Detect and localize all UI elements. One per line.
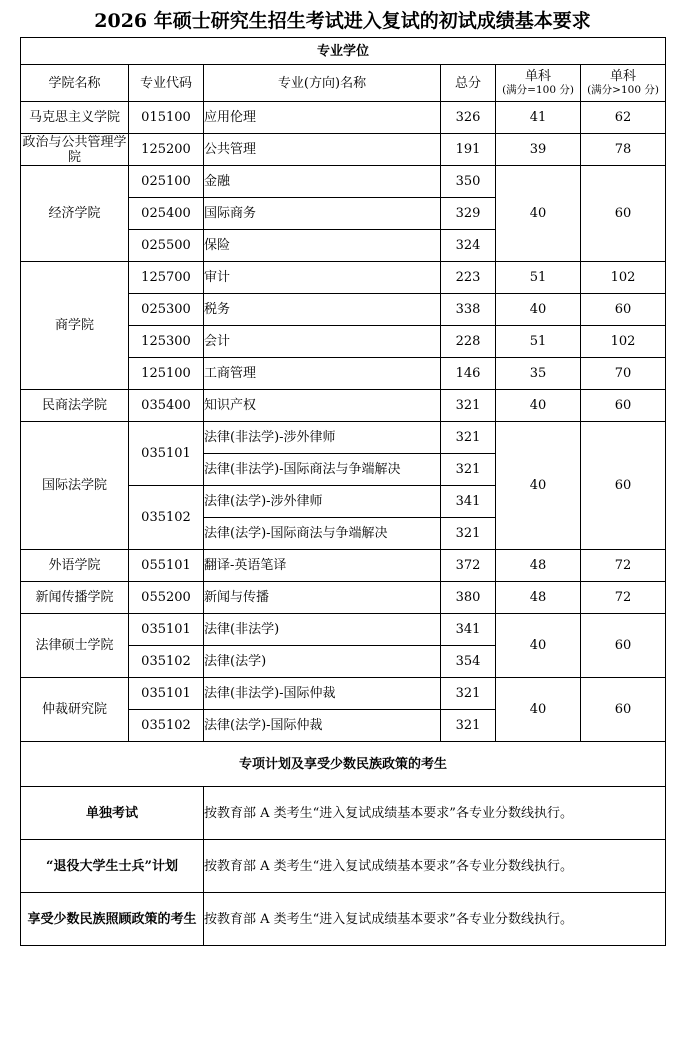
cell-subject-gt100: 62 (581, 102, 666, 134)
cell-major: 法律(非法学)-国际商法与争端解决 (204, 454, 441, 486)
cell-major: 审计 (204, 262, 441, 294)
header-subject-gt100-line1: 单科 (610, 69, 637, 84)
cell-code: 035400 (129, 390, 204, 422)
header-total-score: 总分 (441, 65, 496, 102)
header-subject-gt100 (581, 65, 666, 102)
cell-total: 146 (441, 358, 496, 390)
cell-major: 知识产权 (204, 390, 441, 422)
cell-total: 350 (441, 166, 496, 198)
cell-subject-gt100: 60 (581, 422, 666, 550)
cell-major: 保险 (204, 230, 441, 262)
special-item-row (21, 840, 666, 893)
cell-code: 035102 (129, 710, 204, 742)
cell-subject-gt100: 60 (581, 166, 666, 262)
cell-code: 025100 (129, 166, 204, 198)
cell-code: 125300 (129, 326, 204, 358)
cell-major: 法律(法学) (204, 646, 441, 678)
cell-subject-eq100: 41 (496, 102, 581, 134)
cell-total: 321 (441, 518, 496, 550)
cell-total: 223 (441, 262, 496, 294)
cell-major: 法律(非法学) (204, 614, 441, 646)
cell-total: 354 (441, 646, 496, 678)
cell-subject-eq100: 39 (496, 134, 581, 166)
special-item-label: 享受少数民族照顾政策的考生 (21, 893, 204, 946)
cell-major: 税务 (204, 294, 441, 326)
cell-total: 329 (441, 198, 496, 230)
cell-code: 025300 (129, 294, 204, 326)
cell-total: 326 (441, 102, 496, 134)
table-header-row (21, 65, 666, 102)
header-college: 学院名称 (21, 65, 129, 102)
special-section-heading-row (21, 742, 666, 787)
table-row (21, 550, 666, 582)
special-item-label: “退役大学生士兵”计划 (21, 840, 204, 893)
cell-college: 政治与公共管理学院 (22, 134, 127, 165)
cell-subject-eq100: 40 (496, 166, 581, 262)
special-item-text: 按教育部 A 类考生“进入复试成绩基本要求”各专业分数线执行。 (204, 787, 666, 840)
cell-major: 法律(非法学)-国际仲裁 (204, 678, 441, 710)
cell-total: 372 (441, 550, 496, 582)
cell-total: 341 (441, 614, 496, 646)
cell-major: 金融 (204, 166, 441, 198)
cell-total: 321 (441, 454, 496, 486)
special-item-row (21, 787, 666, 840)
cell-code: 055200 (129, 582, 204, 614)
table-row (21, 166, 666, 198)
cell-major: 公共管理 (204, 134, 441, 166)
cell-subject-gt100: 102 (581, 262, 666, 294)
cell-subject-gt100: 78 (581, 134, 666, 166)
cell-code: 125100 (129, 358, 204, 390)
cell-major: 法律(法学)-国际商法与争端解决 (204, 518, 441, 550)
cell-subject-eq100: 51 (496, 326, 581, 358)
cell-major: 应用伦理 (204, 102, 441, 134)
cell-total: 321 (441, 390, 496, 422)
cell-subject-eq100: 40 (496, 678, 581, 742)
cell-total: 338 (441, 294, 496, 326)
cell-major: 国际商务 (204, 198, 441, 230)
cell-code: 025500 (129, 230, 204, 262)
degree-type-subtitle: 专业学位 (21, 38, 666, 65)
cell-code: 125200 (129, 134, 204, 166)
cell-major: 新闻与传播 (204, 582, 441, 614)
header-major: 专业(方向)名称 (204, 65, 441, 102)
table-row (21, 422, 666, 454)
table-row (21, 678, 666, 710)
cell-college: 仲裁研究院 (21, 678, 129, 742)
cell-total: 321 (441, 710, 496, 742)
cell-subject-eq100: 48 (496, 550, 581, 582)
cell-subject-eq100: 40 (496, 390, 581, 422)
cell-total: 380 (441, 582, 496, 614)
special-item-text: 按教育部 A 类考生“进入复试成绩基本要求”各专业分数线执行。 (204, 840, 666, 893)
cell-code: 125700 (129, 262, 204, 294)
cell-subject-gt100: 60 (581, 294, 666, 326)
cell-college: 马克思主义学院 (21, 102, 129, 134)
cell-college: 法律硕士学院 (21, 614, 129, 678)
cell-college: 经济学院 (21, 166, 129, 262)
cell-code: 035101 (129, 422, 204, 486)
cell-total: 228 (441, 326, 496, 358)
cell-major: 法律(非法学)-涉外律师 (204, 422, 441, 454)
special-item-label: 单独考试 (21, 787, 204, 840)
cell-major: 翻译-英语笔译 (204, 550, 441, 582)
cell-major: 会计 (204, 326, 441, 358)
header-subject-eq100-line1: 单科 (524, 69, 551, 84)
score-requirements-table (20, 37, 666, 946)
special-item-row (21, 893, 666, 946)
cell-college: 民商法学院 (21, 390, 129, 422)
cell-code: 035101 (129, 678, 204, 710)
table-row (21, 102, 666, 134)
header-subject-gt100-line2: (满分>100 分) (587, 84, 659, 96)
cell-subject-gt100: 72 (581, 550, 666, 582)
cell-subject-gt100: 60 (581, 390, 666, 422)
special-item-text: 按教育部 A 类考生“进入复试成绩基本要求”各专业分数线执行。 (204, 893, 666, 946)
cell-subject-gt100: 60 (581, 614, 666, 678)
cell-college: 外语学院 (21, 550, 129, 582)
cell-subject-eq100: 40 (496, 294, 581, 326)
header-code: 专业代码 (129, 65, 204, 102)
cell-college: 国际法学院 (21, 422, 129, 550)
cell-major: 工商管理 (204, 358, 441, 390)
cell-major: 法律(法学)-涉外律师 (204, 486, 441, 518)
cell-subject-eq100: 48 (496, 582, 581, 614)
header-subject-eq100-line2: (满分=100 分) (502, 84, 574, 96)
cell-code: 035102 (129, 486, 204, 550)
special-section-heading: 专项计划及享受少数民族政策的考生 (21, 742, 666, 787)
cell-college: 商学院 (21, 262, 129, 390)
table-row (21, 262, 666, 294)
cell-subject-gt100: 60 (581, 678, 666, 742)
cell-code: 055101 (129, 550, 204, 582)
table-subtitle-row (21, 38, 666, 65)
cell-total: 191 (441, 134, 496, 166)
cell-subject-eq100: 40 (496, 614, 581, 678)
page-title: 2026 年硕士研究生招生考试进入复试的初试成绩基本要求 (94, 10, 591, 32)
cell-total: 321 (441, 422, 496, 454)
cell-code: 025400 (129, 198, 204, 230)
cell-total: 324 (441, 230, 496, 262)
cell-subject-gt100: 72 (581, 582, 666, 614)
cell-major: 法律(法学)-国际仲裁 (204, 710, 441, 742)
cell-subject-eq100: 35 (496, 358, 581, 390)
cell-subject-eq100: 51 (496, 262, 581, 294)
table-row (21, 390, 666, 422)
cell-subject-eq100: 40 (496, 422, 581, 550)
cell-total: 321 (441, 678, 496, 710)
table-row (21, 614, 666, 646)
cell-subject-gt100: 70 (581, 358, 666, 390)
cell-code: 015100 (129, 102, 204, 134)
table-row (21, 582, 666, 614)
cell-college: 新闻传播学院 (21, 582, 129, 614)
header-subject-eq100 (496, 65, 581, 102)
cell-subject-gt100: 102 (581, 326, 666, 358)
cell-code: 035101 (129, 614, 204, 646)
table-row (21, 134, 666, 166)
cell-total: 341 (441, 486, 496, 518)
cell-code: 035102 (129, 646, 204, 678)
